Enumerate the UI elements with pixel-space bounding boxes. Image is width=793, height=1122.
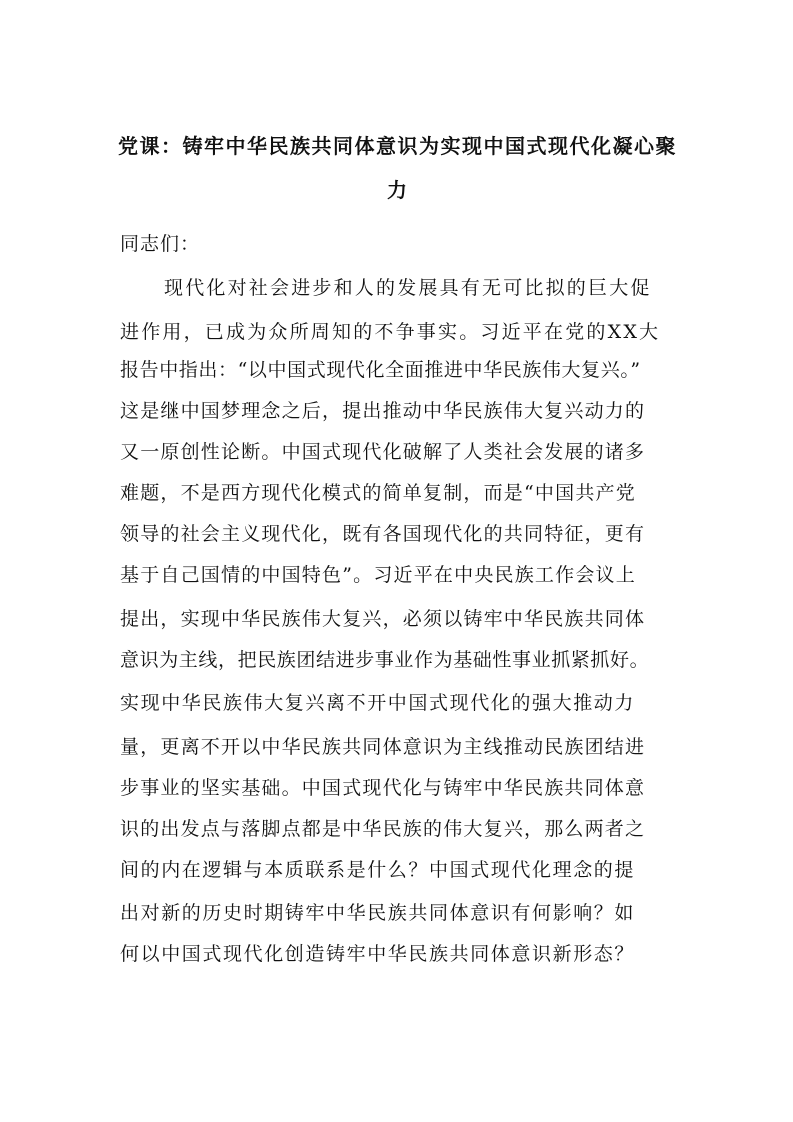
body-line-1: 现代化对社会进步和人的发展具有无可比拟的巨大促 bbox=[164, 277, 652, 299]
document-title-line-1: 党课：铸牢中华民族共同体意识为实现中国式现代化凝心聚 bbox=[118, 134, 677, 158]
body-line-6: 难题，不是西方现代化模式的简单复制，而是“中国共产党 bbox=[120, 482, 636, 504]
body-line-2: 进作用，已成为众所周知的不争事实。习近平在党的XX大 bbox=[120, 321, 661, 343]
body-line-7: 领导的社会主义现代化，既有各国现代化的共同特征，更有 bbox=[120, 523, 646, 545]
body-line-15: 间的内在逻辑与本质联系是什么？中国式现代化理念的提 bbox=[120, 859, 636, 881]
body-line-11: 实现中华民族伟大复兴离不开中国式现代化的强大推动力 bbox=[120, 692, 636, 714]
body-line-4: 这是继中国梦理念之后，提出推动中华民族伟大复兴动力的 bbox=[120, 400, 646, 422]
body-line-16: 出对新的历史时期铸牢中华民族共同体意识有何影响？如 bbox=[120, 902, 636, 924]
body-line-10: 意识为主线，把民族团结进步事业作为基础性事业抓紧抓好。 bbox=[120, 649, 650, 671]
body-line-8: 基于自己国情的中国特色”。习近平在中央民族工作会议上 bbox=[120, 564, 636, 586]
body-line-3: 报告中指出：“以中国式现代化全面推进中华民族伟大复兴。” bbox=[120, 359, 641, 381]
body-line-17: 何以中国式现代化创造铸牢中华民族共同体意识新形态？ bbox=[120, 943, 636, 965]
body-line-9: 提出，实现中华民族伟大复兴，必须以铸牢中华民族共同体 bbox=[120, 608, 646, 630]
greeting: 同志们： bbox=[120, 233, 201, 255]
body-line-12: 量，更离不开以中华民族共同体意识为主线推动民族团结进 bbox=[120, 736, 646, 758]
body-line-14: 识的出发点与落脚点都是中华民族的伟大复兴，那么两者之 bbox=[120, 818, 646, 840]
document-title-line-2: 力 bbox=[387, 178, 409, 202]
body-line-5: 又一原创性论断。中国式现代化破解了人类社会发展的诸多 bbox=[120, 441, 646, 463]
body-line-13: 步事业的坚实基础。中国式现代化与铸牢中华民族共同体意 bbox=[120, 777, 646, 799]
